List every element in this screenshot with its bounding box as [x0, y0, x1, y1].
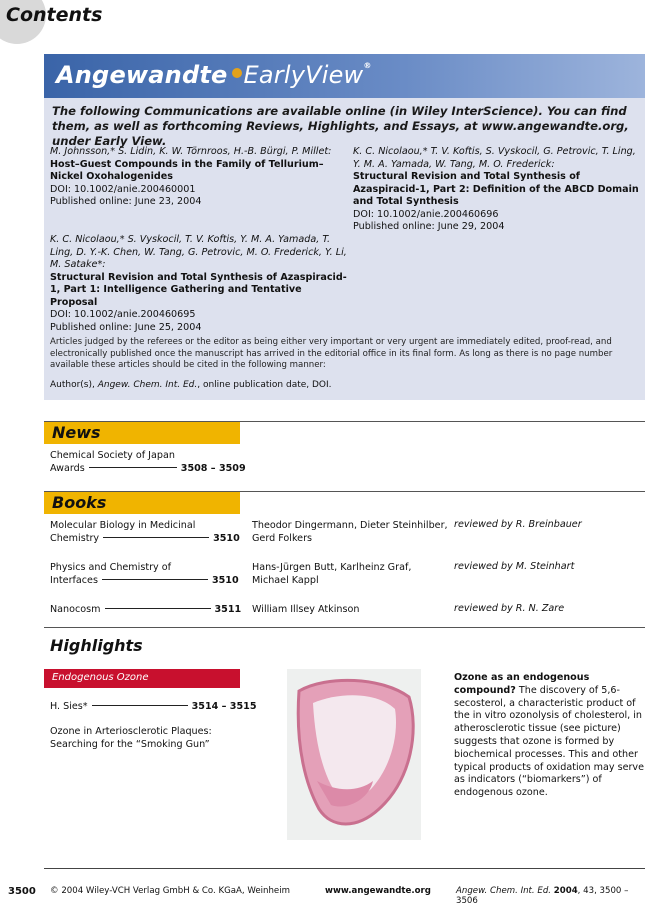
news-heading: News	[52, 423, 101, 442]
cite-prefix: Author(s),	[50, 380, 98, 390]
highlight-author: H. Sies*	[50, 701, 88, 712]
leader-line	[105, 608, 211, 609]
book-authors-line: Gerd Folkers	[252, 533, 313, 544]
highlight-title-cont[interactable]: Searching for the “Smoking Gun”	[50, 739, 210, 750]
article-authors: K. C. Nicolaou,* S. Vyskocil, T. V. Koftis, Y. M. A. Yamada, T. Ling, D. Y.-K. Chen, W. Tang, G. Petrovic, M. O. Frederick, Y. Li, M. Satake*:	[50, 234, 347, 270]
book-authors-line: William Illsey Atkinson	[252, 604, 360, 615]
atherosclerotic-tissue-image	[287, 669, 421, 840]
book-pages: 3511	[214, 604, 242, 615]
highlight-title[interactable]: Ozone in Arteriosclerotic Plaques:	[50, 726, 212, 737]
book-reviewer: reviewed by R. Breinbauer	[454, 519, 582, 530]
early-view-intro: The following Communications are available online (in Wiley InterScience). You can find them, as well as forthcoming Reviews, Highlights, and Essays, at www.angewandte.org, under Early View.	[52, 104, 629, 148]
website-link[interactable]: www.angewandte.org	[325, 886, 431, 896]
book-reviewer: reviewed by M. Steinhart	[454, 561, 575, 572]
cite-journal: Angew. Chem. Int. Ed.	[97, 380, 198, 390]
tissue-micrograph	[287, 669, 421, 840]
article-entry[interactable]	[50, 234, 350, 334]
book-reviewer: reviewed by R. N. Zare	[454, 603, 565, 614]
leader-line	[92, 705, 188, 706]
summary-lead: Ozone as an endogenous compound?	[454, 672, 590, 696]
book-title[interactable]: Physics and Chemistry of	[50, 562, 171, 573]
book-title[interactable]: Nanocosm	[50, 604, 101, 615]
books-heading: Books	[52, 493, 107, 512]
book-pages: 3510	[213, 533, 240, 544]
news-item-title[interactable]: Chemical Society of Japan	[50, 450, 175, 461]
star-icon	[232, 68, 242, 78]
news-heading-bar	[44, 422, 240, 444]
journal-volume: , 43, 3500 – 3506	[456, 886, 629, 906]
highlight-tag-label: Endogenous Ozone	[52, 672, 149, 683]
highlight-item[interactable]	[50, 700, 257, 751]
article-doi: DOI: 10.1002/anie.200460696	[353, 208, 499, 220]
leader-line	[103, 537, 209, 538]
brand-sub: EarlyView	[243, 61, 364, 89]
brand-mark: ®	[363, 61, 372, 70]
citation-format	[50, 380, 332, 390]
early-view-note: Articles judged by the referees or the editor as being either very important or very urgent are immediately edited, proof-read, and electronically published once the manuscript has arrived in the editorial office in its final form. As long as there is no page number available these articles should be cited in the following manner:	[50, 337, 613, 370]
news-item[interactable]	[50, 449, 246, 475]
page-title: Contents	[6, 4, 103, 26]
early-view-box	[44, 54, 645, 400]
article-title[interactable]: Structural Revision and Total Synthesis of Azaspiracid-1, Part 1: Intelligence Gathering and Tentative Proposal	[50, 271, 347, 308]
journal-year: 2004	[553, 886, 578, 896]
news-item-title-cont[interactable]: Awards	[50, 463, 85, 474]
book-pages: 3510	[211, 575, 239, 586]
article-authors: M. Johnsson,* S. Lidin, K. W. Törnroos, H.-B. Bürgi, P. Millet:	[50, 146, 332, 157]
highlights-heading: Highlights	[50, 636, 143, 655]
article-title[interactable]: Structural Revision and Total Synthesis of Azaspiracid-1, Part 2: Definition of the ABCD Domain and Total Synthesis	[353, 171, 639, 207]
article-title[interactable]: Host–Guest Compounds in the Family of Tellurium–Nickel Oxohalogenides	[50, 158, 324, 182]
article-published: Published online: June 29, 2004	[353, 221, 505, 232]
article-entry[interactable]	[353, 146, 643, 234]
article-doi: DOI: 10.1002/anie.200460001	[50, 183, 196, 195]
article-published: Published online: June 23, 2004	[50, 196, 202, 207]
books-heading-bar	[44, 492, 240, 514]
highlight-summary	[454, 672, 646, 800]
cite-suffix: , online publication date, DOI.	[197, 380, 332, 390]
leader-line	[89, 467, 177, 468]
book-authors-line: Michael Kappl	[252, 575, 319, 586]
summary-text: The discovery of 5,6-secosterol, a characteristic product of the in vitro ozonolysis of cholesterol, in atherosclerotic tissue (see picture) suggests that ozone is formed by biochemical processes. This and other typical products of oxidation may serve as indicators (“biomarkers”) of endogenous ozone.	[454, 684, 644, 799]
news-item-pages: 3508 – 3509	[180, 463, 246, 474]
article-doi: DOI: 10.1002/anie.200460695	[50, 309, 196, 320]
book-authors	[252, 519, 448, 545]
book-title[interactable]: Molecular Biology in Medicinal	[50, 520, 196, 531]
early-view-banner	[44, 54, 645, 98]
highlight-tag	[44, 669, 240, 688]
book-title-cont[interactable]: Chemistry	[50, 533, 100, 544]
footer-divider	[44, 868, 645, 869]
article-published: Published online: June 25, 2004	[50, 321, 202, 333]
book-authors-line: Theodor Dingermann, Dieter Steinhilber,	[252, 520, 448, 531]
journal-name: Angew. Chem. Int. Ed.	[456, 886, 552, 896]
book-authors	[252, 561, 411, 587]
book-authors	[252, 603, 359, 616]
book-item[interactable]	[50, 519, 240, 545]
brand-main: Angewandte	[56, 61, 228, 89]
early-view-logo	[56, 61, 372, 89]
book-title-cont[interactable]: Interfaces	[50, 575, 98, 586]
section-divider	[44, 627, 645, 628]
journal-citation	[456, 886, 650, 906]
copyright: © 2004 Wiley-VCH Verlag GmbH & Co. KGaA, Weinheim	[50, 886, 290, 896]
book-item[interactable]	[50, 603, 241, 616]
highlight-pages: 3514 – 3515	[191, 701, 257, 712]
page-number: 3500	[8, 886, 36, 897]
leader-line	[102, 579, 208, 580]
book-authors-line: Hans-Jürgen Butt, Karlheinz Graf,	[252, 562, 412, 573]
book-item[interactable]	[50, 561, 239, 587]
article-authors: K. C. Nicolaou,* T. V. Koftis, S. Vyskocil, G. Petrovic, T. Ling, Y. M. A. Yamada, W. Tang, M. O. Frederick:	[353, 146, 636, 170]
article-entry[interactable]	[50, 146, 340, 209]
